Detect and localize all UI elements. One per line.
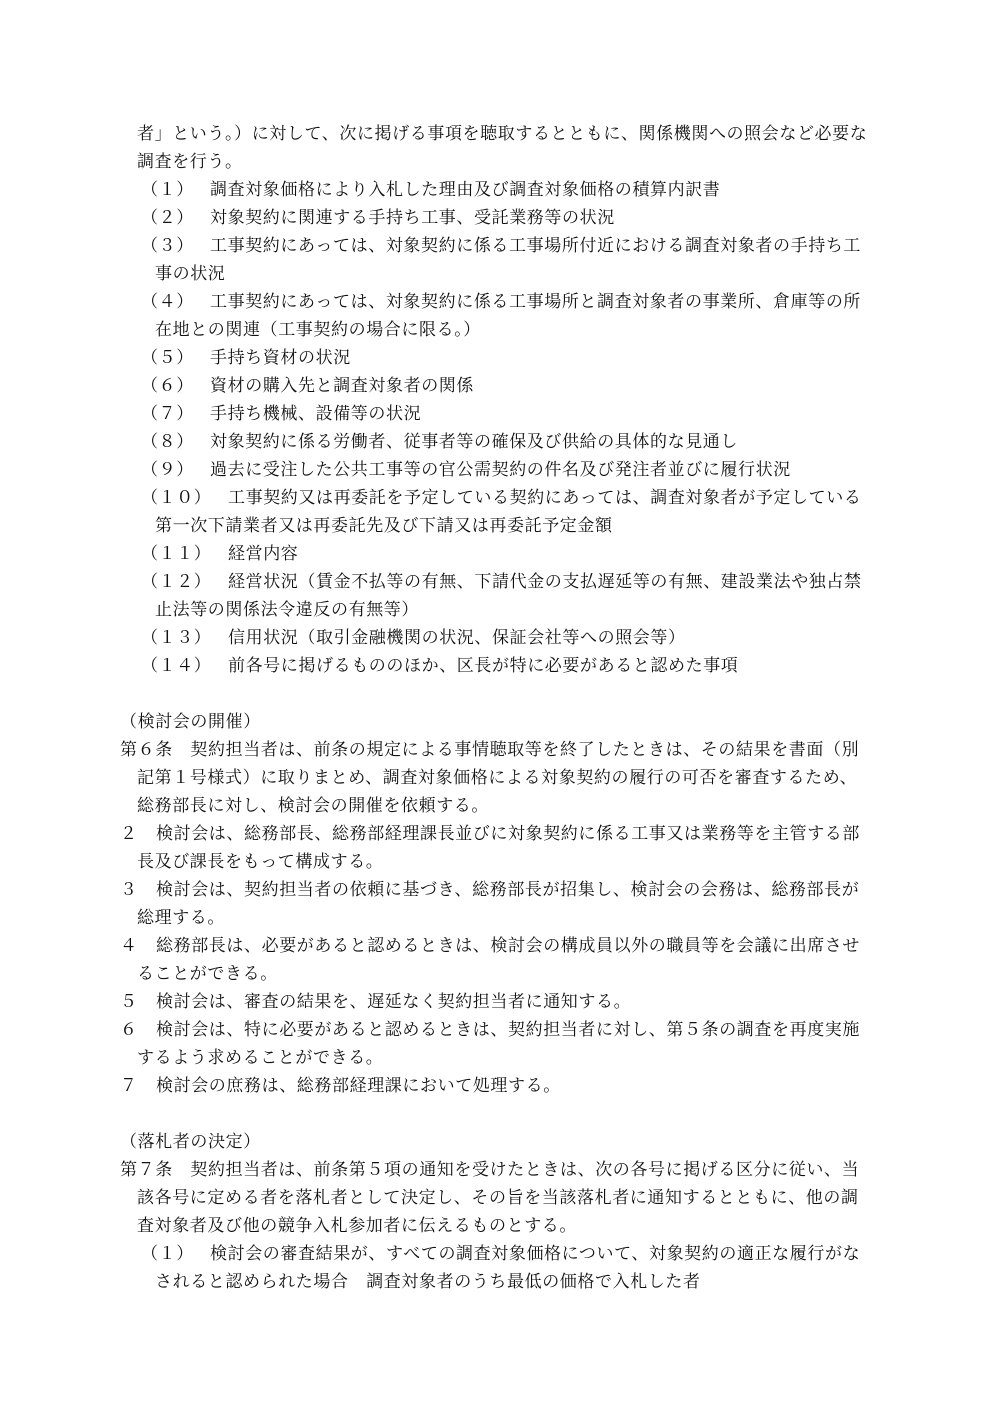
art6-para5-text: 検討会は、審査の結果を、遅延なく契約担当者に通知する。: [156, 992, 632, 1012]
item5-10-text-cont: 第一次下請業者又は再委託先及び下請又は再委託予定金額: [155, 516, 613, 536]
art6-line-3: 総務部長に対し、検討会の開催を依頼する。: [137, 796, 489, 816]
item5-8-num: （８）: [141, 432, 194, 452]
art6-heading: （検討会の開催）: [120, 712, 261, 732]
item5-4-text: 工事契約にあっては、対象契約に係る工事場所と調査対象者の事業所、倉庫等の所: [210, 292, 862, 312]
art7-heading: （落札者の決定）: [120, 1132, 261, 1152]
art6-para2-text-cont: 長及び課長をもって構成する。: [137, 852, 384, 872]
art6-para3-num: ３: [120, 880, 138, 900]
item5-3-text: 工事契約にあっては、対象契約に係る工事場所付近における調査対象者の手持ち工: [210, 236, 862, 256]
item5-1-num: （１）: [141, 180, 194, 200]
art7-line-1: 第７条 契約担当者は、前条第５項の通知を受けたときは、次の各号に掲げる区分に従い、当: [120, 1160, 860, 1180]
item5-4-text-cont: 在地との関連（工事契約の場合に限る。）: [155, 320, 481, 340]
item5-13-text: 信用状況（取引金融機関の状況、保証会社等への照会等）: [228, 628, 686, 648]
art6-para5-num: ５: [120, 992, 138, 1012]
item5-2-num: （２）: [141, 208, 194, 228]
item5-3-num: （３）: [141, 236, 194, 256]
item5-12-text-cont: 止法等の関係法令違反の有無等）: [155, 600, 419, 620]
item5-10-num: （１０）: [141, 488, 212, 508]
item5-6-text: 資材の購入先と調査対象者の関係: [210, 376, 474, 396]
art6-para4-num: ４: [120, 936, 138, 956]
item5-11-text: 経営内容: [228, 544, 299, 564]
item5-14-num: （１４）: [141, 656, 212, 676]
item5-1-text: 調査対象価格により入札した理由及び調査対象価格の積算内訳書: [210, 180, 721, 200]
art7-item1-text: 検討会の審査結果が、すべての調査対象価格について、対象契約の適正な履行がな: [210, 1244, 861, 1264]
item5-6-num: （６）: [141, 376, 194, 396]
item5-5-num: （５）: [141, 348, 194, 368]
item5-12-text: 経営状況（賃金不払等の有無、下請代金の支払遅延等の有無、建設業法や独占禁: [228, 572, 862, 592]
art7-item1-num: （１）: [141, 1244, 194, 1264]
art6-para2-text: 検討会は、総務部長、総務部経理課長並びに対象契約に係る工事又は業務等を主管する部: [156, 824, 860, 844]
art6-para2-num: ２: [120, 824, 138, 844]
item5-7-num: （７）: [141, 404, 194, 424]
art6-para6-num: ６: [120, 1020, 138, 1040]
item5-9-text: 過去に受注した公共工事等の官公需契約の件名及び発注者並びに履行状況: [210, 460, 791, 480]
item5-2-text: 対象契約に関連する手持ち工事、受託業務等の状況: [210, 208, 615, 228]
art7-item1-text-cont: されると認められた場合 調査対象者のうち最低の価格で入札した者: [155, 1272, 701, 1292]
item5-8-text: 対象契約に係る労働者、従事者等の確保及び供給の具体的な見通し: [210, 432, 738, 452]
art7-line-3: 査対象者及び他の競争入札参加者に伝えるものとする。: [137, 1216, 577, 1236]
art6-line-1: 第６条 契約担当者は、前条の規定による事情聴取等を終了したときは、その結果を書面（別: [120, 740, 860, 760]
art6-para6-text: 検討会は、特に必要があると認めるときは、契約担当者に対し、第５条の調査を再度実施: [156, 1020, 860, 1040]
item5-12-num: （１２）: [141, 572, 212, 592]
item5-14-text: 前各号に掲げるもののほか、区長が特に必要があると認めた事項: [228, 656, 739, 676]
intro-line-2: 調査を行う。: [137, 152, 243, 172]
item5-3-text-cont: 事の状況: [155, 264, 226, 284]
art6-line-2: 記第１号様式）に取りまとめ、調査対象価格による対象契約の履行の可否を審査するため、: [137, 768, 858, 788]
art6-para3-text: 検討会は、契約担当者の依頼に基づき、総務部長が招集し、検討会の会務は、総務部長が: [156, 880, 860, 900]
art6-para7-num: ７: [120, 1076, 138, 1096]
item5-11-num: （１１）: [141, 544, 212, 564]
item5-13-num: （１３）: [141, 628, 212, 648]
art6-para4-text-cont: ることができる。: [137, 964, 278, 984]
item5-7-text: 手持ち機械、設備等の状況: [210, 404, 422, 424]
art6-para7-text: 検討会の庶務は、総務部経理課において処理する。: [156, 1076, 561, 1096]
art6-para6-text-cont: するよう求めることができる。: [137, 1048, 384, 1068]
art6-para3-text-cont: 総理する。: [137, 908, 225, 928]
art7-line-2: 該各号に定める者を落札者として決定し、その旨を当該落札者に通知するとともに、他の調: [137, 1188, 859, 1208]
item5-9-num: （９）: [141, 460, 194, 480]
item5-4-num: （４）: [141, 292, 194, 312]
intro-line-1: 者」という。）に対して、次に掲げる事項を聴取するとともに、関係機関への照会など必要な: [137, 124, 868, 144]
art6-para4-text: 総務部長は、必要があると認めるときは、検討会の構成員以外の職員等を会議に出席させ: [156, 936, 860, 956]
item5-5-text: 手持ち資材の状況: [210, 348, 351, 368]
item5-10-text: 工事契約又は再委託を予定している契約にあっては、調査対象者が予定している: [228, 488, 862, 508]
